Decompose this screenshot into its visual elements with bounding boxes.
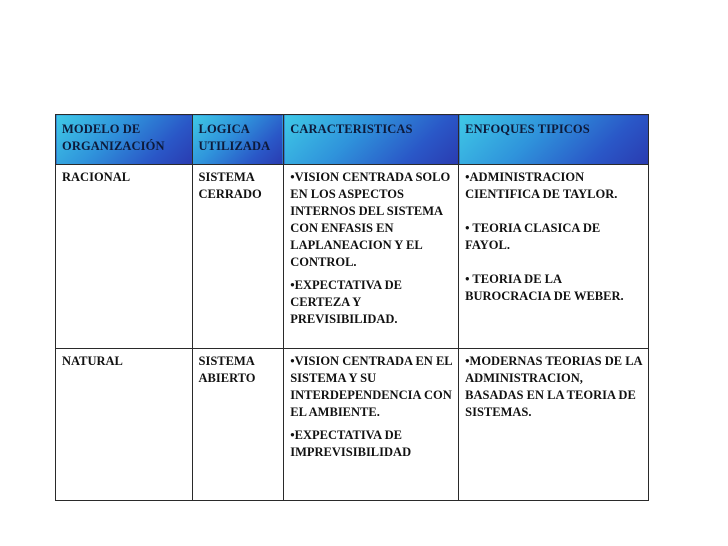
table-row: [56, 165, 649, 349]
cell-enfoques: [459, 349, 649, 501]
list-item: •MODERNAS TEORIAS DE LA ADMINISTRACION, BASADAS EN LA TEORIA DE SISTEMAS.: [465, 354, 642, 419]
cell-logica: SISTEMA ABIERTO: [192, 349, 284, 501]
cell-enfoques: [459, 165, 649, 349]
list-item: •ADMINISTRACION CIENTIFICA DE TAYLOR.: [465, 170, 618, 201]
list-item: •VISION CENTRADA SOLO EN LOS ASPECTOS INTERNOS DEL SISTEMA CON ENFASIS EN LAPLANEACION Y EL CONTROL.: [290, 170, 451, 269]
list-item: •EXPECTATIVA DE CERTEZA Y PREVISIBILIDAD.: [290, 278, 402, 326]
cell-caracteristicas: [284, 349, 459, 501]
header-logica: LOGICA UTILIZADA: [192, 115, 284, 165]
cell-modelo: NATURAL: [56, 349, 193, 501]
table-header-row: [56, 115, 649, 165]
list-item: •EXPECTATIVA DE IMPREVISIBILIDAD: [290, 428, 412, 459]
table-row: [56, 349, 649, 501]
list-item: •VISION CENTRADA EN EL SISTEMA Y SU INTERDEPENDENCIA CON EL AMBIENTE.: [290, 354, 452, 419]
organization-models-table: [55, 114, 649, 501]
list-item: • TEORIA DE LA BUROCRACIA DE WEBER.: [465, 272, 624, 303]
header-modelo: MODELO DE ORGANIZACIÓN: [56, 115, 193, 165]
header-enfoques: ENFOQUES TIPICOS: [459, 115, 649, 165]
cell-logica: SISTEMA CERRADO: [192, 165, 284, 349]
header-caracteristicas: CARACTERISTICAS: [284, 115, 459, 165]
cell-modelo: RACIONAL: [56, 165, 193, 349]
list-item: • TEORIA CLASICA DE FAYOL.: [465, 221, 601, 252]
cell-caracteristicas: [284, 165, 459, 349]
